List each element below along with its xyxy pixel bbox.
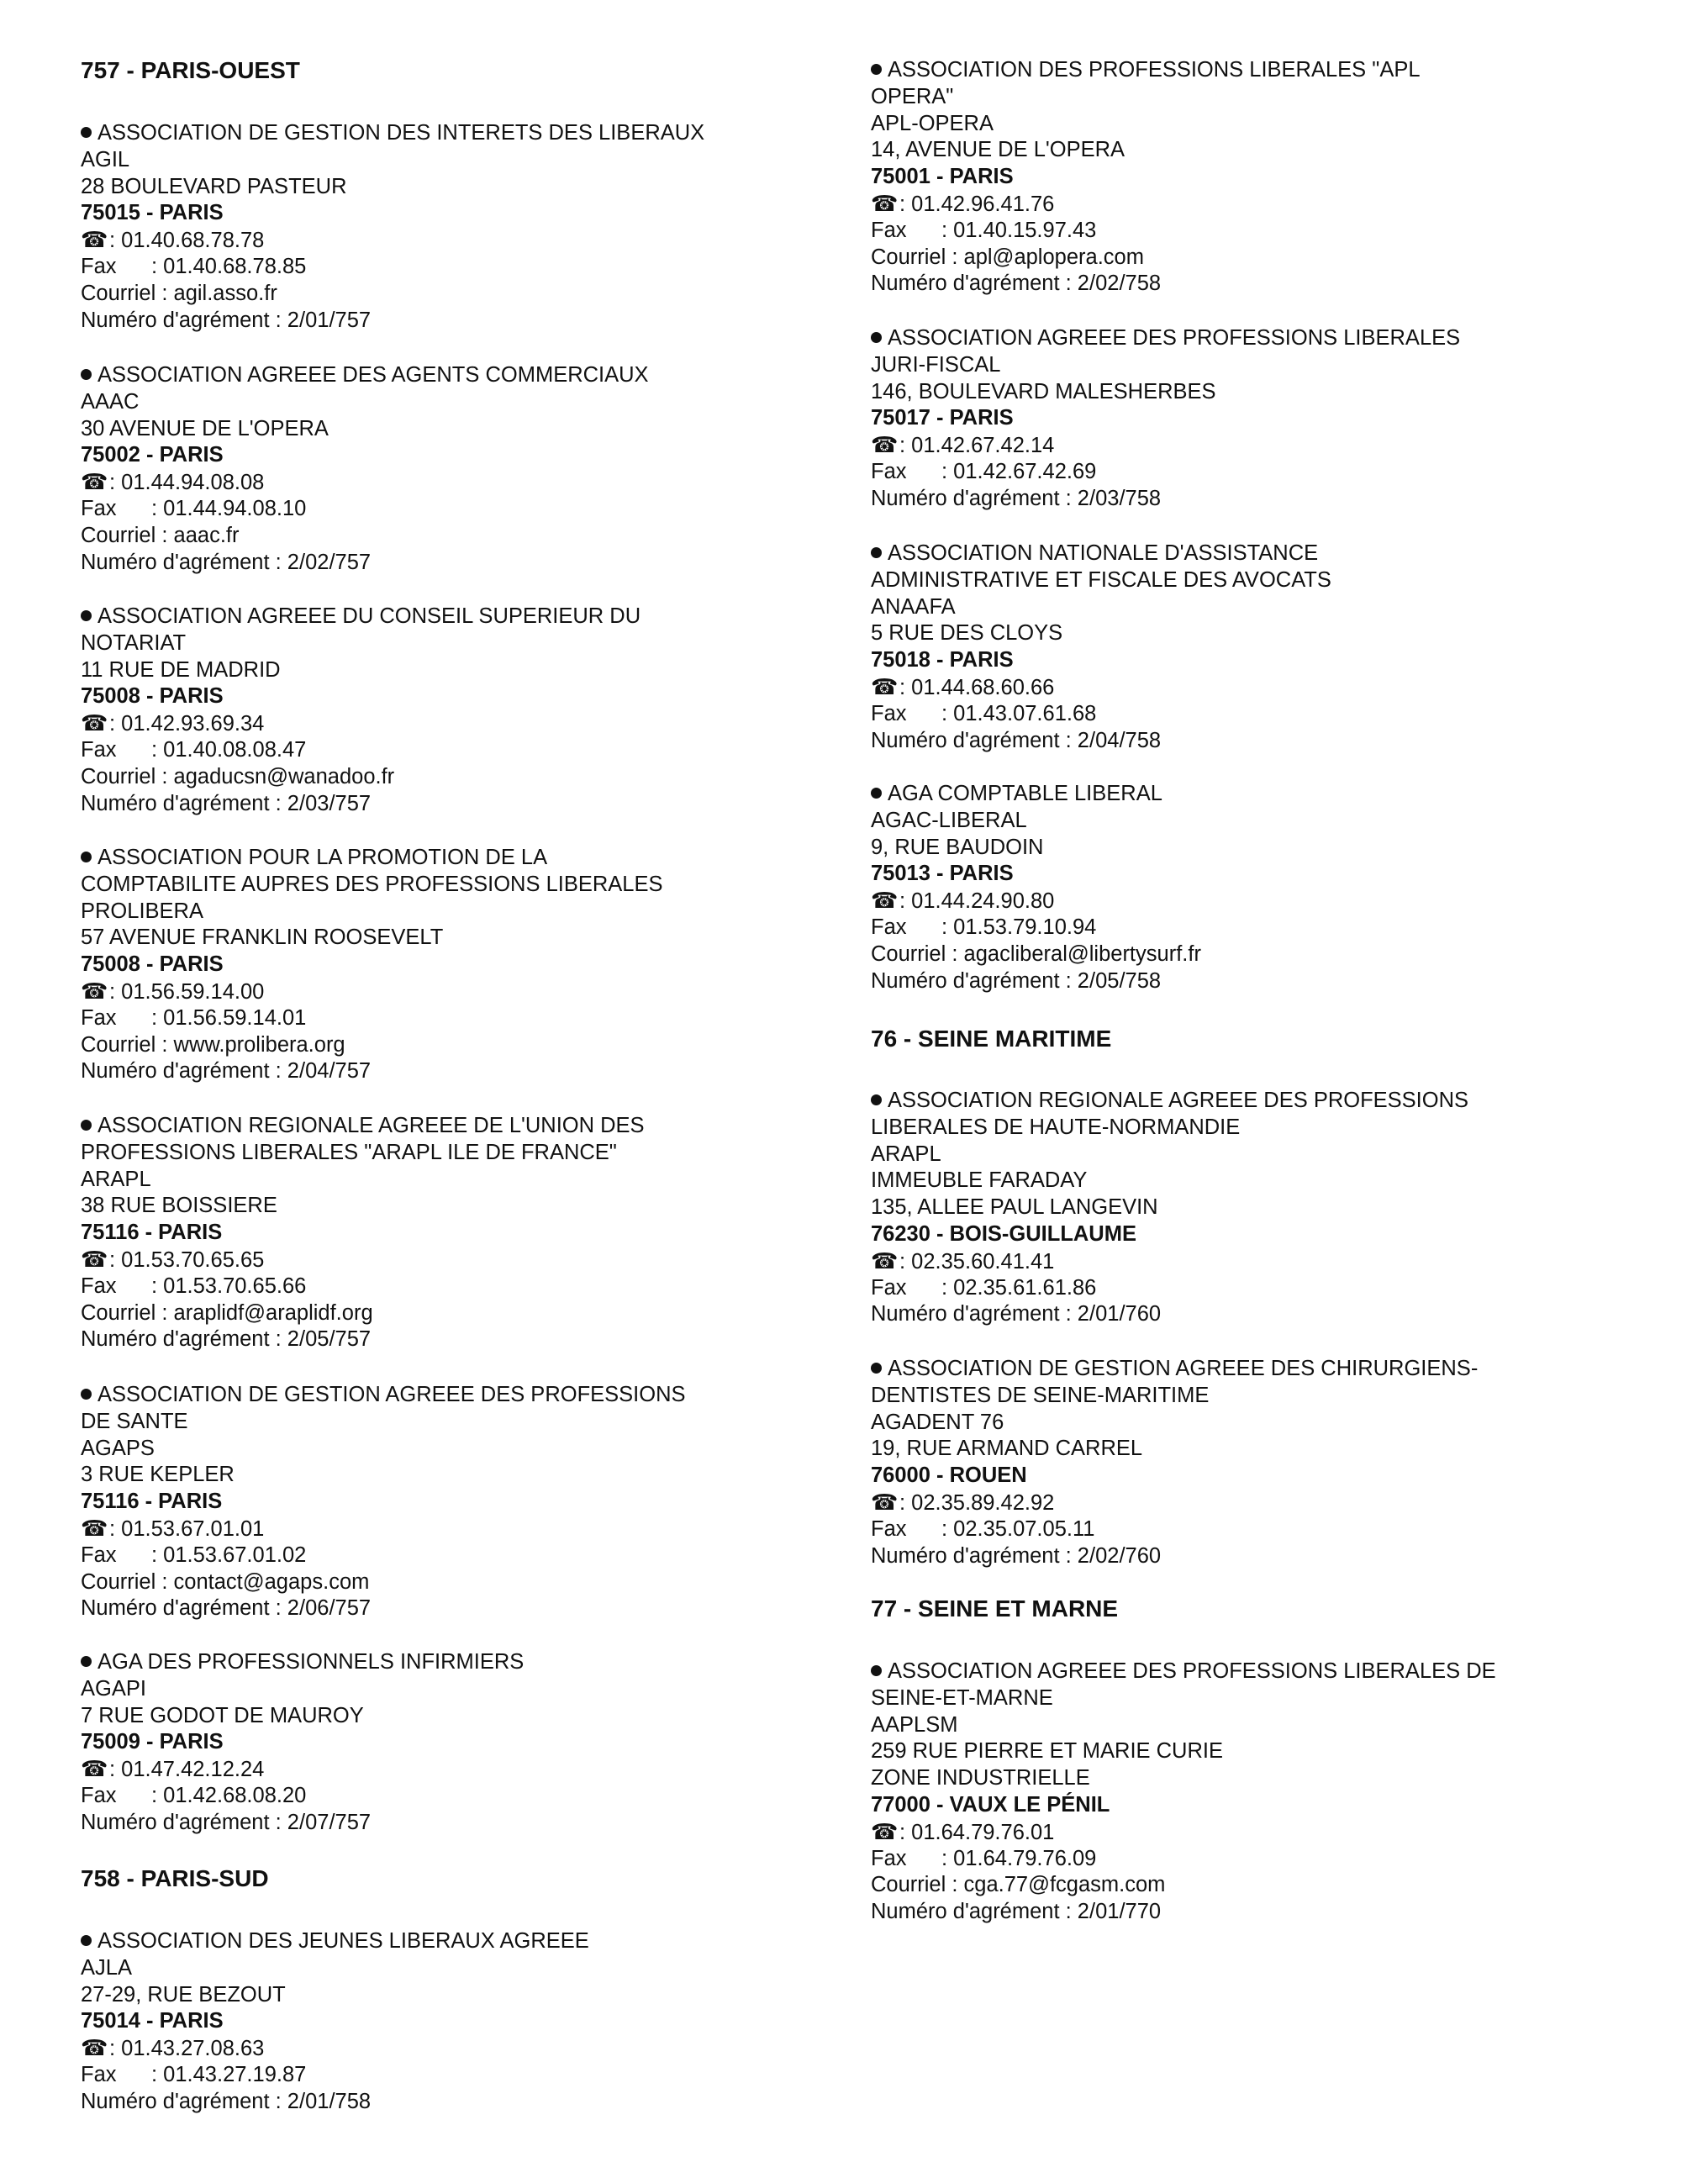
entry-phone: ☎: 01.53.70.65.65 <box>81 1246 265 1272</box>
entry-postal: 75002 - PARIS <box>81 443 224 467</box>
entry-email: Courriel : araplidf@araplidf.org <box>81 1300 373 1325</box>
entry-phone: ☎: 01.42.67.42.14 <box>871 432 1055 458</box>
entry-agrement: Numéro d'agrément : 2/01/758 <box>81 2089 372 2113</box>
entry-name-line: JURI-FISCAL <box>871 352 1001 377</box>
entry-fax: Fax : 01.40.08.08.47 <box>81 737 307 762</box>
entry-address: 19, RUE ARMAND CARREL <box>871 1437 1143 1461</box>
entry-agrement: Numéro d'agrément : 2/01/770 <box>871 1900 1162 1924</box>
entry-postal: 75018 - PARIS <box>871 648 1014 672</box>
phone-icon: ☎ <box>81 1246 108 1272</box>
entry-email: Courriel : aaac.fr <box>81 523 240 547</box>
entry-address: IMMEUBLE FARADAY <box>871 1168 1088 1193</box>
entry-phone: ☎: 01.44.24.90.80 <box>871 888 1055 914</box>
entry-agrement: Numéro d'agrément : 2/07/757 <box>81 1810 372 1834</box>
entry-agrement: Numéro d'agrément : 2/02/758 <box>871 272 1162 296</box>
phone-icon: ☎ <box>81 227 108 253</box>
entry-phone: ☎: 01.56.59.14.00 <box>81 978 265 1004</box>
entry-phone: ☎: 01.53.67.01.01 <box>81 1515 265 1541</box>
phone-icon: ☎ <box>871 190 899 216</box>
entry-fax: Fax : 01.42.67.42.69 <box>871 459 1097 483</box>
entry-postal: 75008 - PARIS <box>81 684 224 709</box>
entry-address: 7 RUE GODOT DE MAUROY <box>81 1703 364 1727</box>
entry-name-line: ASSOCIATION POUR LA PROMOTION DE LA <box>81 845 662 872</box>
directory-entry <box>871 325 1460 513</box>
phone-icon: ☎ <box>871 1818 899 1844</box>
entry-agrement: Numéro d'agrément : 2/05/758 <box>871 968 1162 993</box>
entry-name-line: AGAC-LIBERAL <box>871 808 1027 832</box>
entry-name-line: AGIL <box>81 147 130 171</box>
entry-email: Courriel : apl@aplopera.com <box>871 245 1144 269</box>
entry-postal: 76230 - BOIS-GUILLAUME <box>871 1221 1136 1246</box>
bullet-icon <box>81 127 92 138</box>
entry-name-line: ASSOCIATION AGREEE DES AGENTS COMMERCIAUX <box>81 362 649 389</box>
entry-address: 135, ALLEE PAUL LANGEVIN <box>871 1195 1158 1220</box>
entry-address: ZONE INDUSTRIELLE <box>871 1766 1090 1790</box>
entry-agrement: Numéro d'agrément : 2/04/757 <box>81 1059 372 1084</box>
phone-icon: ☎ <box>81 2035 108 2061</box>
directory-entry <box>81 1928 589 2116</box>
entry-agrement: Numéro d'agrément : 2/03/758 <box>871 486 1162 510</box>
phone-icon: ☎ <box>871 432 899 458</box>
entry-name-line: SEINE-ET-MARNE <box>871 1685 1053 1710</box>
phone-icon: ☎ <box>81 710 108 736</box>
entry-name-line: AGAPI <box>81 1676 146 1701</box>
entry-phone: ☎: 01.44.68.60.66 <box>871 673 1055 699</box>
entry-fax: Fax : 02.35.07.05.11 <box>871 1516 1095 1541</box>
entry-phone: ☎: 01.44.94.08.08 <box>81 469 265 495</box>
entry-phone: ☎: 01.47.42.12.24 <box>81 1756 265 1782</box>
entry-name-line: DENTISTES DE SEINE-MARITIME <box>871 1383 1210 1407</box>
entry-address: 5 RUE DES CLOYS <box>871 621 1063 646</box>
entry-fax: Fax : 01.40.15.97.43 <box>871 218 1097 242</box>
entry-postal: 75013 - PARIS <box>871 862 1014 886</box>
entry-postal: 75116 - PARIS <box>81 1490 223 1514</box>
bullet-icon <box>81 1120 92 1131</box>
directory-entry <box>871 1088 1468 1328</box>
entry-fax: Fax : 01.56.59.14.01 <box>81 1005 307 1030</box>
phone-icon: ☎ <box>871 1489 899 1515</box>
entry-name-line: ANAAFA <box>871 594 956 619</box>
phone-icon: ☎ <box>871 1247 899 1274</box>
entry-agrement: Numéro d'agrément : 2/02/757 <box>81 550 372 574</box>
directory-entry <box>81 845 662 1085</box>
entry-name-line: ASSOCIATION AGREEE DES PROFESSIONS LIBERALES DE <box>871 1659 1496 1685</box>
entry-fax: Fax : 01.44.94.08.10 <box>81 496 307 520</box>
entry-email: Courriel : www.prolibera.org <box>81 1032 345 1057</box>
entry-address: 9, RUE BAUDOIN <box>871 835 1044 859</box>
directory-entry <box>871 541 1331 754</box>
entry-address: 259 RUE PIERRE ET MARIE CURIE <box>871 1739 1223 1764</box>
entry-name-line: AGADENT 76 <box>871 1410 1004 1434</box>
entry-address: 3 RUE KEPLER <box>81 1463 235 1487</box>
entry-postal: 75014 - PARIS <box>81 2009 224 2033</box>
directory-entry <box>81 1382 686 1622</box>
entry-name-line: AAAC <box>81 389 140 414</box>
entry-name-line: ASSOCIATION AGREEE DU CONSEIL SUPERIEUR DU <box>81 604 640 630</box>
entry-name-line: ASSOCIATION DE GESTION DES INTERETS DES LIBERAUX <box>81 120 704 147</box>
directory-entry <box>81 362 649 576</box>
entry-postal: 75008 - PARIS <box>81 952 224 977</box>
entry-fax: Fax : 02.35.61.61.86 <box>871 1275 1097 1300</box>
phone-icon: ☎ <box>81 978 108 1004</box>
entry-postal: 75009 - PARIS <box>81 1730 224 1754</box>
bullet-icon <box>871 1363 882 1374</box>
bullet-icon <box>871 1094 882 1105</box>
entry-postal: 75001 - PARIS <box>871 165 1014 189</box>
entry-postal: 75116 - PARIS <box>81 1221 223 1245</box>
entry-fax: Fax : 01.43.27.19.87 <box>81 2062 307 2086</box>
entry-email: Courriel : agil.asso.fr <box>81 281 277 305</box>
section-title: 77 - SEINE ET MARNE <box>871 1595 1119 1622</box>
entry-agrement: Numéro d'agrément : 2/01/760 <box>871 1302 1162 1326</box>
entry-name-line: AJLA <box>81 1955 132 1980</box>
phone-icon: ☎ <box>81 1756 108 1782</box>
directory-entry <box>871 57 1421 298</box>
section-title: 758 - PARIS-SUD <box>81 1865 269 1891</box>
phone-icon: ☎ <box>81 1515 108 1541</box>
entry-email: Courriel : cga.77@fcgasm.com <box>871 1873 1166 1897</box>
section-title: 76 - SEINE MARITIME <box>871 1026 1112 1052</box>
entry-fax: Fax : 01.53.70.65.66 <box>81 1274 307 1298</box>
entry-address: 11 RUE DE MADRID <box>81 657 281 682</box>
entry-name-line: OPERA" <box>871 84 954 108</box>
entry-agrement: Numéro d'agrément : 2/01/757 <box>81 308 372 332</box>
bullet-icon <box>871 547 882 558</box>
entry-phone: ☎: 02.35.89.42.92 <box>871 1489 1055 1515</box>
bullet-icon <box>81 852 92 862</box>
entry-agrement: Numéro d'agrément : 2/02/760 <box>871 1543 1162 1568</box>
entry-name-line: AGA COMPTABLE LIBERAL <box>871 781 1201 808</box>
entry-email: Courriel : agaducsn@wanadoo.fr <box>81 764 395 788</box>
bullet-icon <box>81 369 92 380</box>
entry-name-line: ASSOCIATION DE GESTION AGREEE DES PROFESSIONS <box>81 1382 686 1409</box>
entry-fax: Fax : 01.53.67.01.02 <box>81 1543 307 1567</box>
directory-entry <box>871 1659 1496 1926</box>
entry-name-line: ASSOCIATION AGREEE DES PROFESSIONS LIBERALES <box>871 325 1460 352</box>
entry-name-line: ARAPL <box>81 1167 151 1191</box>
bullet-icon <box>81 610 92 621</box>
entry-name-line: AGAPS <box>81 1436 155 1460</box>
entry-phone: ☎: 01.42.93.69.34 <box>81 710 265 736</box>
entry-email: Courriel : agacliberal@libertysurf.fr <box>871 941 1201 966</box>
entry-fax: Fax : 01.64.79.76.09 <box>871 1846 1097 1870</box>
entry-name-line: NOTARIAT <box>81 630 187 655</box>
directory-entry <box>81 1649 524 1837</box>
entry-phone: ☎: 01.43.27.08.63 <box>81 2035 265 2061</box>
entry-name-line: DE SANTE <box>81 1409 188 1433</box>
entry-fax: Fax : 01.40.68.78.85 <box>81 254 307 278</box>
entry-postal: 75015 - PARIS <box>81 201 224 225</box>
bullet-icon <box>81 1389 92 1400</box>
directory-entry <box>81 604 640 817</box>
entry-address: 57 AVENUE FRANKLIN ROOSEVELT <box>81 926 444 950</box>
entry-fax: Fax : 01.43.07.61.68 <box>871 701 1097 725</box>
entry-name-line: ASSOCIATION DES PROFESSIONS LIBERALES "APL <box>871 57 1421 84</box>
entry-name-line: ASSOCIATION REGIONALE AGREEE DE L'UNION DES <box>81 1113 645 1140</box>
entry-address: 146, BOULEVARD MALESHERBES <box>871 379 1216 403</box>
entry-name-line: PROLIBERA <box>81 899 203 923</box>
phone-icon: ☎ <box>871 888 899 914</box>
directory-entry <box>871 1356 1478 1569</box>
bullet-icon <box>871 1665 882 1676</box>
bullet-icon <box>81 1656 92 1667</box>
entry-postal: 76000 - ROUEN <box>871 1463 1027 1488</box>
directory-entry <box>871 781 1201 994</box>
entry-agrement: Numéro d'agrément : 2/06/757 <box>81 1596 372 1621</box>
entry-fax: Fax : 01.53.79.10.94 <box>871 915 1097 939</box>
entry-email: Courriel : contact@agaps.com <box>81 1569 370 1594</box>
section-title: 757 - PARIS-OUEST <box>81 57 300 83</box>
entry-postal: 77000 - VAUX LE PÉNIL <box>871 1792 1110 1817</box>
entry-agrement: Numéro d'agrément : 2/04/758 <box>871 728 1162 752</box>
entry-name-line: ASSOCIATION REGIONALE AGREEE DES PROFESSIONS <box>871 1088 1468 1115</box>
bullet-icon <box>871 64 882 75</box>
entry-name-line: ASSOCIATION NATIONALE D'ASSISTANCE <box>871 541 1331 567</box>
entry-name-line: LIBERALES DE HAUTE-NORMANDIE <box>871 1115 1241 1139</box>
entry-phone: ☎: 01.64.79.76.01 <box>871 1818 1055 1844</box>
phone-icon: ☎ <box>871 673 899 699</box>
entry-address: 38 RUE BOISSIERE <box>81 1194 277 1218</box>
entry-fax: Fax : 01.42.68.08.20 <box>81 1783 307 1807</box>
entry-name-line: ARAPL <box>871 1142 941 1166</box>
entry-name-line: AGA DES PROFESSIONNELS INFIRMIERS <box>81 1649 524 1676</box>
entry-name-line: APL-OPERA <box>871 111 994 135</box>
entry-address: 28 BOULEVARD PASTEUR <box>81 174 347 198</box>
entry-phone: ☎: 01.42.96.41.76 <box>871 190 1055 216</box>
entry-address: 27-29, RUE BEZOUT <box>81 1982 286 2007</box>
entry-address: 14, AVENUE DE L'OPERA <box>871 138 1125 162</box>
phone-icon: ☎ <box>81 469 108 495</box>
directory-entry <box>81 120 704 334</box>
entry-name-line: PROFESSIONS LIBERALES "ARAPL ILE DE FRANCE" <box>81 1140 617 1164</box>
entry-name-line: AAPLSM <box>871 1712 958 1737</box>
entry-name-line: ASSOCIATION DE GESTION AGREEE DES CHIRURGIENS- <box>871 1356 1478 1383</box>
entry-name-line: ADMINISTRATIVE ET FISCALE DES AVOCATS <box>871 567 1331 592</box>
entry-agrement: Numéro d'agrément : 2/05/757 <box>81 1327 372 1352</box>
entry-postal: 75017 - PARIS <box>871 406 1014 430</box>
entry-name-line: COMPTABILITE AUPRES DES PROFESSIONS LIBERALES <box>81 872 663 896</box>
bullet-icon <box>871 788 882 799</box>
bullet-icon <box>871 332 882 343</box>
entry-agrement: Numéro d'agrément : 2/03/757 <box>81 791 372 815</box>
directory-entry <box>81 1113 645 1353</box>
entry-name-line: ASSOCIATION DES JEUNES LIBERAUX AGREEE <box>81 1928 589 1955</box>
entry-phone: ☎: 01.40.68.78.78 <box>81 227 265 253</box>
entry-phone: ☎: 02.35.60.41.41 <box>871 1247 1055 1274</box>
bullet-icon <box>81 1935 92 1946</box>
entry-address: 30 AVENUE DE L'OPERA <box>81 416 329 440</box>
